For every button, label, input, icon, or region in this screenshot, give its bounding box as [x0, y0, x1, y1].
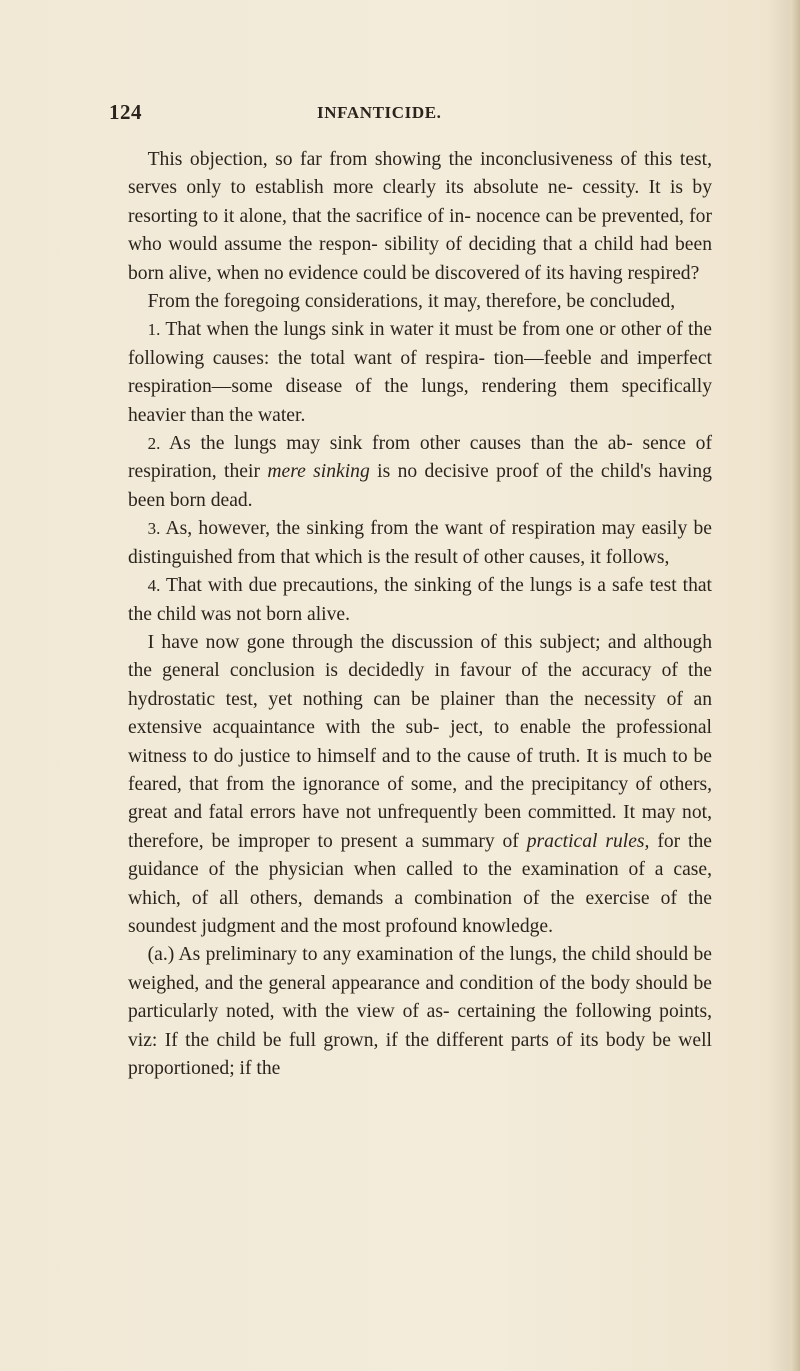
paragraph-point-2: 2. As the lungs may sink from other causes than the ab- sence of respiration, their mere sinking is no decisive proof of the child's having been born dead. [128, 433, 712, 511]
paragraph-objection: This objection, so far from showing the inconclusiveness of this test, serves only to establish more clearly its absolute ne- cessity. It is by resorting to it alone, that the sacrifice of in- nocence can be prevented, for who would assume the respon- sibility of deciding that a child had been born alive, when no evidence could be discovered of its having respired? [128, 149, 712, 284]
point-number: 1. [147, 320, 161, 340]
paragraph-point-3: 3. As, however, the sinking from the want of respiration may easily be distinguished from that which is the result of other causes, it follows, [128, 518, 713, 568]
rule-label: (a.) [147, 944, 175, 966]
point-number: 2. [147, 434, 161, 454]
body-text [128, 146, 712, 1083]
running-head: INFANTICIDE. [317, 103, 442, 122]
page-header [0, 100, 800, 126]
point-number: 4. [147, 576, 161, 596]
paragraph-discussion: I have now gone through the discussion of this subject; and although the general conclusion is decidedly in favour of the accuracy of the hydrostatic test, yet nothing can be plainer than the necessity of an extensive acquaintance with the sub- ject, to enable the professional witness to do justice to himself and to the cause of truth. It is much to be feared, that from the ignorance of some, and the precipitancy of others, great and fatal errors have not unfrequently been committed. It may not, therefore, be improper to present a summary of practical rules, for the guidance of the physician when called to the examination of a case, which, of all others, demands a combination of the exercise of the soundest judgment and the most profound knowledge. [128, 631, 712, 937]
paragraph-rule-a: (a.) As preliminary to any examination of the lungs, the child should be weighed, and the general appearance and condition of the body should be particularly noted, with the view of as- certaining the following points, viz: If the child be full grown, if the different parts of its body be well proportioned; if the [128, 944, 712, 1079]
page-number: 124 [109, 100, 142, 124]
page-edge [790, 0, 800, 1371]
paragraph-point-1: 1. That when the lungs sink in water it must be from one or other of the following causes: the total want of respira- tion—feeble and imperfect respiration—some disease of the lungs, rendering them specifically heavier than the water. [128, 319, 712, 426]
paragraph-conclusion-intro: From the foregoing considerations, it may, therefore, be concluded, [147, 291, 676, 313]
point-number: 3. [147, 519, 161, 539]
paragraph-point-4: 4. That with due precautions, the sinking of the lungs is a safe test that the child was not born alive. [128, 575, 713, 625]
